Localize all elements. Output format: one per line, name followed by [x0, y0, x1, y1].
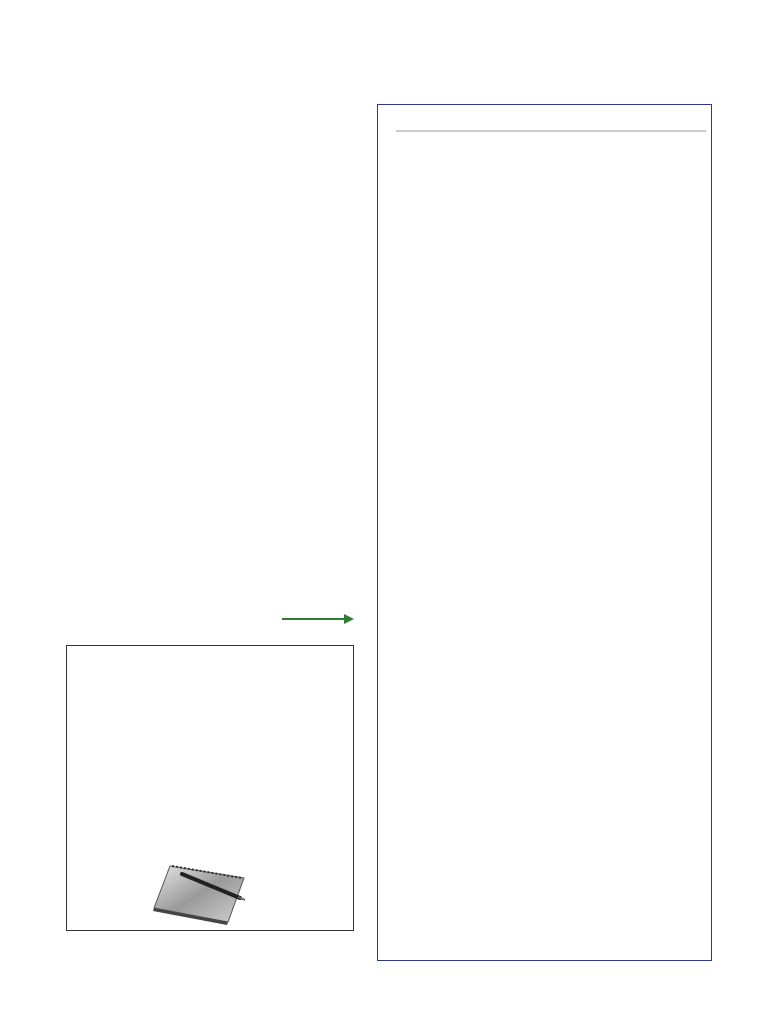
worksheet-image — [388, 115, 708, 570]
tip-box — [66, 645, 354, 931]
example-panel — [377, 104, 712, 961]
intro-column — [73, 112, 346, 132]
worksheet-table — [388, 115, 708, 570]
right-arrow-icon — [280, 612, 356, 626]
notepad-pen-icon — [152, 856, 252, 926]
